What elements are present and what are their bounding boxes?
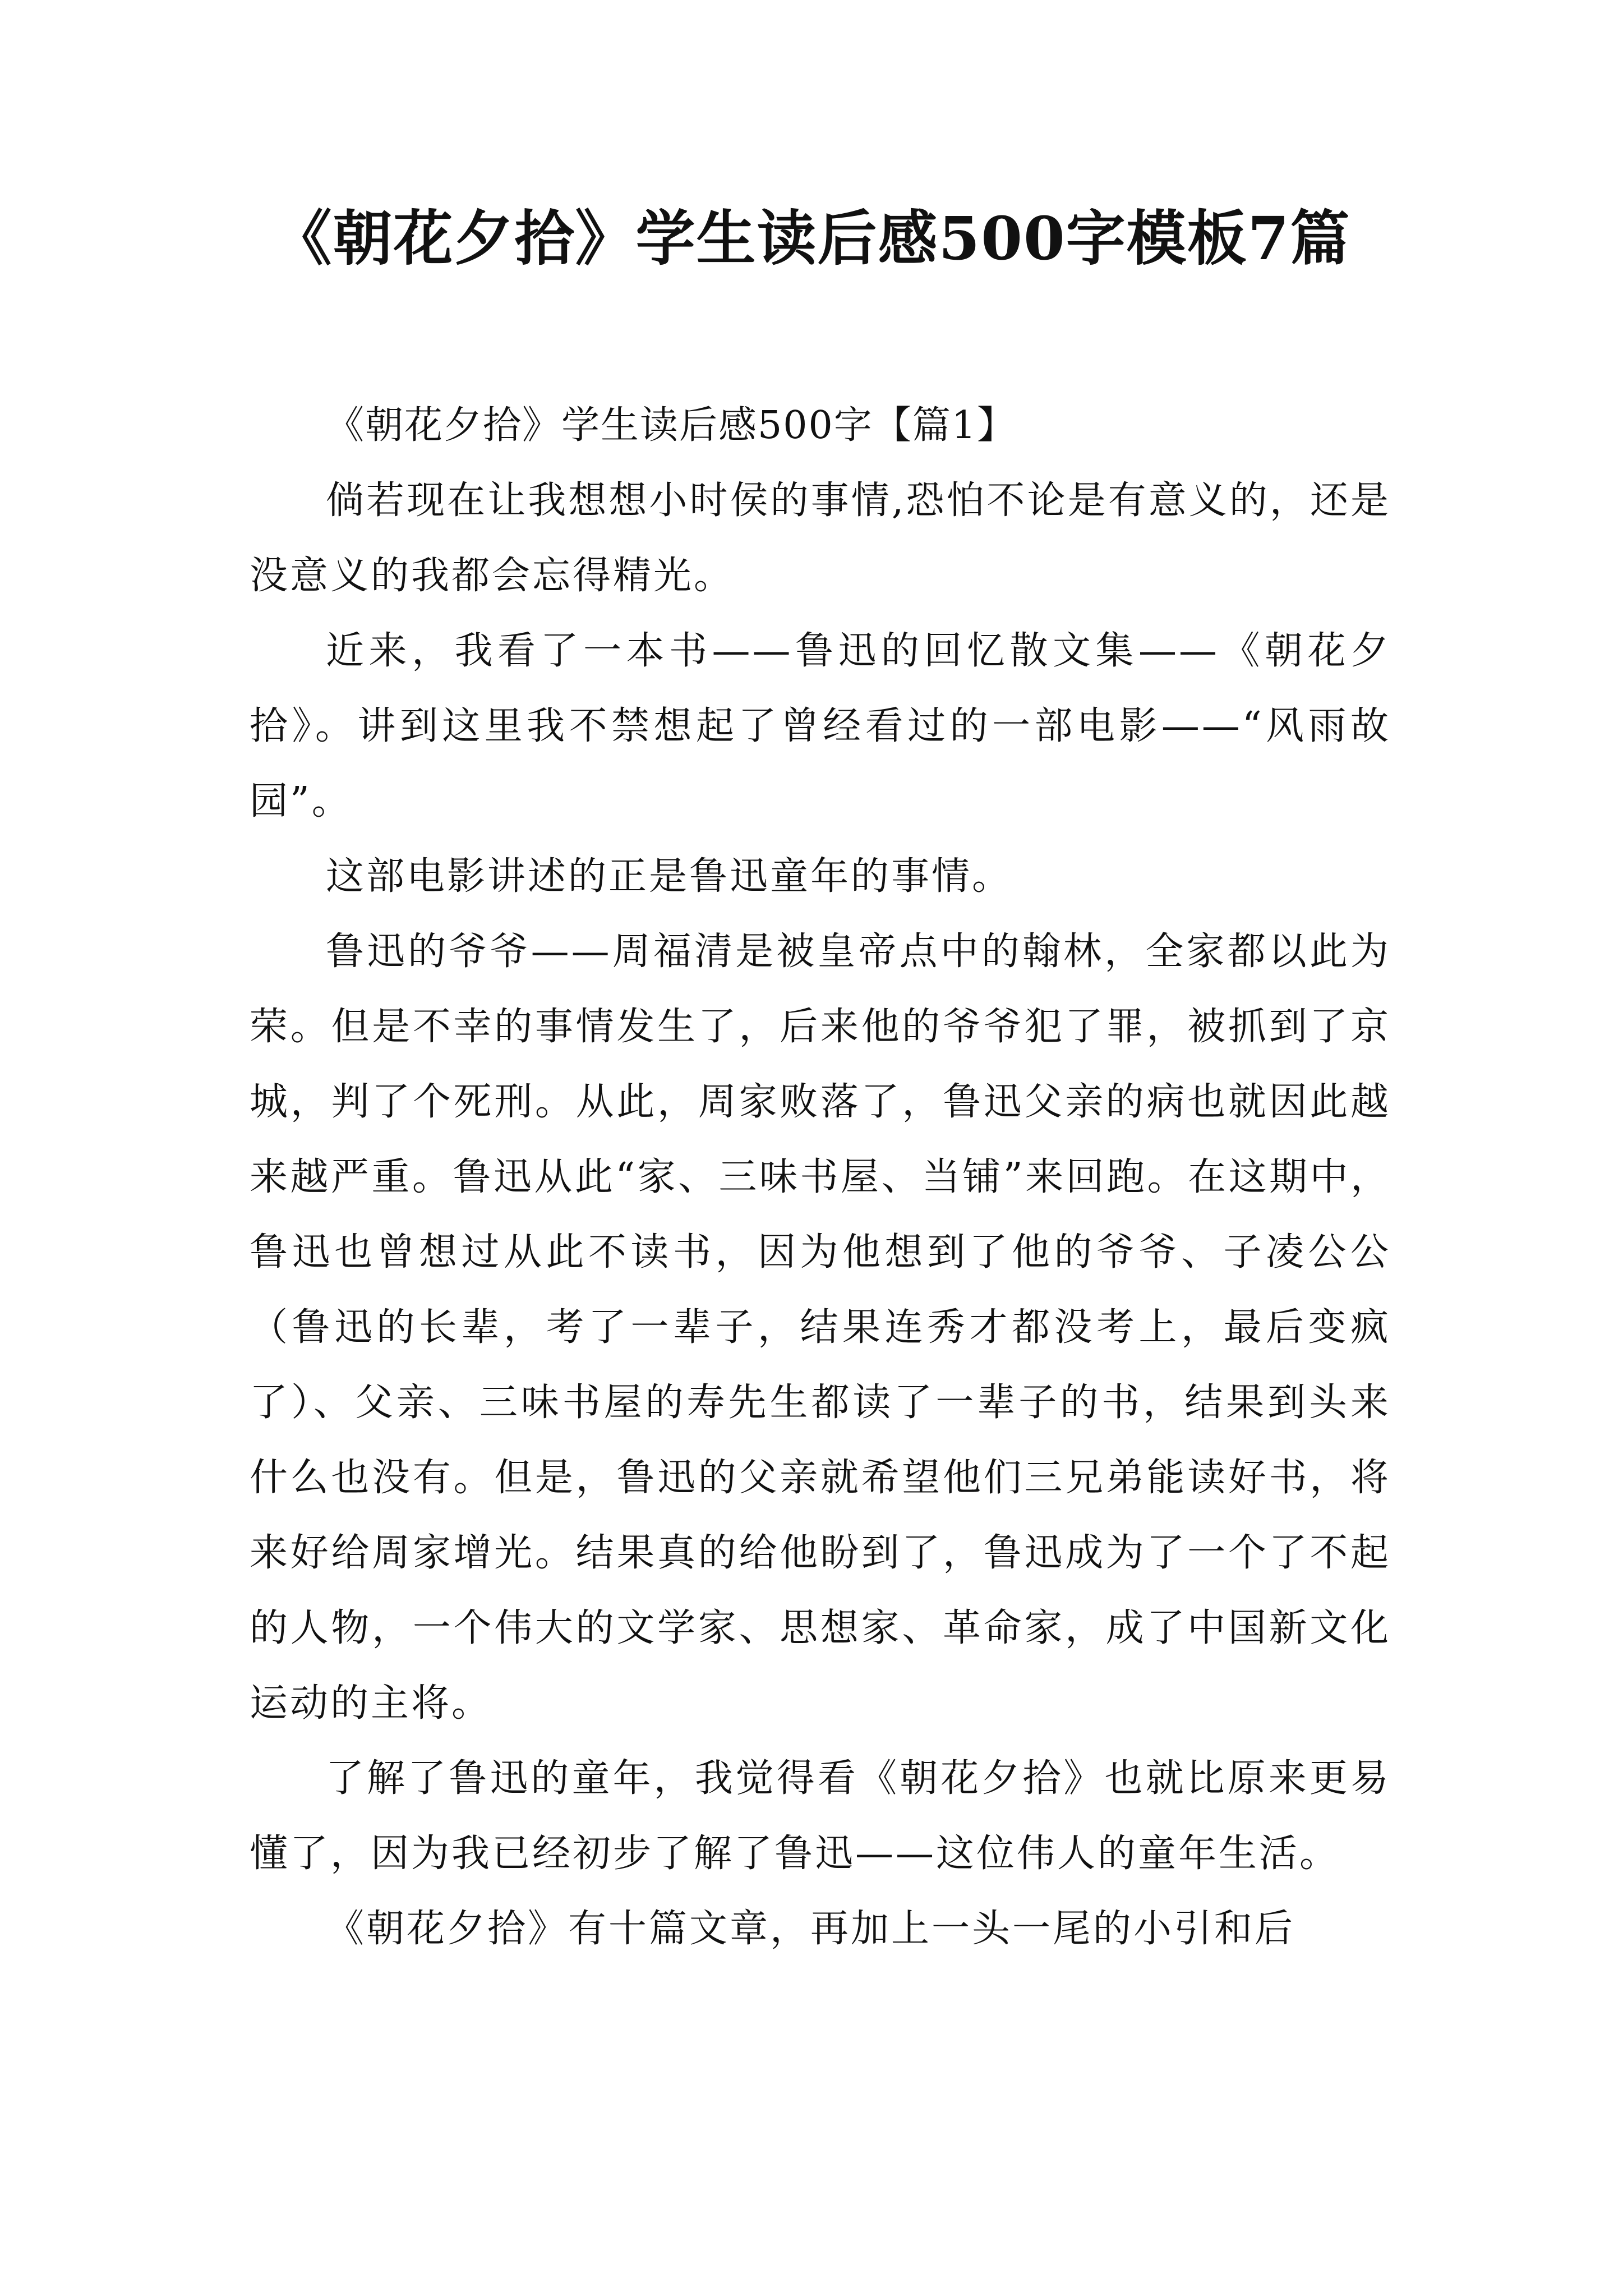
paragraph: 倘若现在让我想想小时侯的事情,恐怕不论是有意义的，还是没意义的我都会忘得精光。 — [250, 478, 1391, 598]
paragraph: 了解了鲁迅的童年，我觉得看《朝花夕拾》也就比原来更易懂了，因为我已经初步了解了鲁迅——这位伟人的童年生活。 — [250, 1756, 1391, 1876]
document-body — [250, 388, 1391, 1967]
paragraph: 《朝花夕拾》有十篇文章，再加上一头一尾的小引和后 — [326, 1907, 1295, 1951]
paragraph: 鲁迅的爷爷——周福清是被皇帝点中的翰林，全家都以此为荣。但是不幸的事情发生了，后来他的爷爷犯了罪，被抓到了京城，判了个死刑。从此，周家败落了，鲁迅父亲的病也就因此越来越严重。鲁迅从此“家、三味书屋、当铺”来回跑。在这期中，鲁迅也曾想过从此不读书，因为他想到了他的爷爷、子凌公公（鲁迅的长辈，考了一辈子，结果连秀才都没考上，最后变疯了）、父亲、三味书屋的寿先生都读了一辈子的书，结果到头来什么也没有。但是，鲁迅的父亲就希望他们三兄弟能读好书，将来好给周家增光。结果真的给他盼到了，鲁迅成为了一个了不起的人物，一个伟大的文学家、思想家、革命家，成了中国新文化运动的主将。 — [250, 930, 1391, 1726]
document-title: 《朝花夕拾》学生读后感500字模板7篇 — [272, 203, 1351, 273]
paragraph: 近来，我看了一本书——鲁迅的回忆散文集——《朝花夕拾》。讲到这里我不禁想起了曾经看过的一部电影——“风雨故园”。 — [250, 629, 1391, 823]
paragraph: 这部电影讲述的正是鲁迅童年的事情。 — [326, 854, 1013, 899]
section-heading: 《朝花夕拾》学生读后感500字【篇1】 — [326, 403, 1017, 448]
